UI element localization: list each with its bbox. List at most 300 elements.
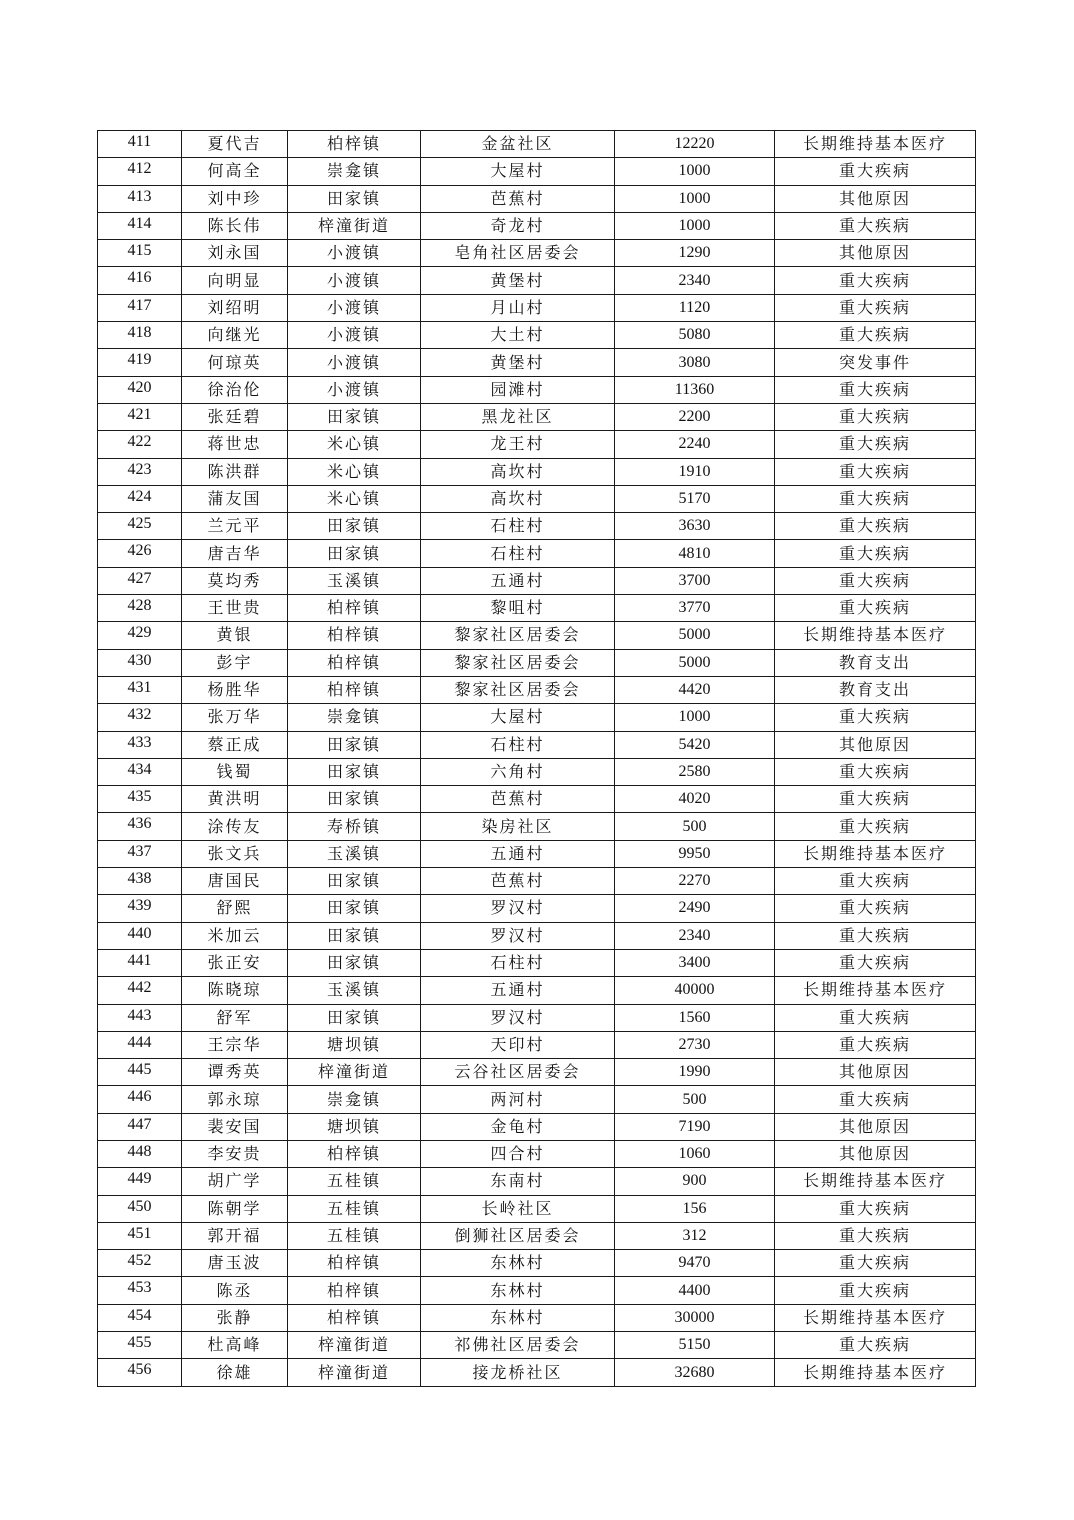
cell-town: 玉溪镇: [288, 840, 421, 867]
cell-town: 五桂镇: [288, 1222, 421, 1249]
cell-amount: 9950: [615, 840, 775, 867]
cell-person-name: 徐治伦: [182, 376, 288, 403]
cell-reason: 重大疾病: [775, 868, 976, 895]
cell-reason: 重大疾病: [775, 485, 976, 512]
cell-person-name: 彭宇: [182, 649, 288, 676]
cell-person-name: 李安贵: [182, 1140, 288, 1167]
table-row: [98, 977, 976, 1004]
cell-row-number: 424: [98, 485, 182, 512]
cell-village: 黎咀村: [421, 595, 615, 622]
cell-person-name: 莫均秀: [182, 567, 288, 594]
table-row: [98, 1277, 976, 1304]
cell-amount: 11360: [615, 376, 775, 403]
cell-amount: 5170: [615, 485, 775, 512]
cell-reason: 重大疾病: [775, 1086, 976, 1113]
table-row: [98, 1031, 976, 1058]
cell-amount: 3700: [615, 567, 775, 594]
cell-person-name: 米加云: [182, 922, 288, 949]
cell-reason: 重大疾病: [775, 1277, 976, 1304]
cell-amount: 5080: [615, 322, 775, 349]
table-row: [98, 786, 976, 813]
cell-amount: 3080: [615, 349, 775, 376]
cell-amount: 500: [615, 1086, 775, 1113]
cell-amount: 3400: [615, 949, 775, 976]
cell-village: 罗汉村: [421, 1004, 615, 1031]
table-row: [98, 1004, 976, 1031]
cell-person-name: 向明显: [182, 267, 288, 294]
cell-amount: 312: [615, 1222, 775, 1249]
cell-reason: 重大疾病: [775, 895, 976, 922]
cell-town: 小渡镇: [288, 376, 421, 403]
cell-row-number: 453: [98, 1277, 182, 1304]
cell-row-number: 430: [98, 649, 182, 676]
cell-amount: 156: [615, 1195, 775, 1222]
table-row: [98, 1140, 976, 1167]
table-row: [98, 840, 976, 867]
cell-village: 东南村: [421, 1168, 615, 1195]
cell-reason: 重大疾病: [775, 1195, 976, 1222]
cell-village: 金盆社区: [421, 131, 615, 158]
cell-village: 五通村: [421, 840, 615, 867]
cell-amount: 7190: [615, 1113, 775, 1140]
cell-person-name: 张静: [182, 1304, 288, 1331]
cell-row-number: 414: [98, 212, 182, 239]
cell-village: 芭蕉村: [421, 185, 615, 212]
cell-amount: 1910: [615, 458, 775, 485]
assistance-table: [97, 130, 976, 1387]
cell-amount: 30000: [615, 1304, 775, 1331]
cell-amount: 4400: [615, 1277, 775, 1304]
cell-person-name: 兰元平: [182, 513, 288, 540]
cell-row-number: 436: [98, 813, 182, 840]
cell-town: 崇龛镇: [288, 1086, 421, 1113]
cell-amount: 500: [615, 813, 775, 840]
cell-village: 芭蕉村: [421, 868, 615, 895]
cell-village: 石柱村: [421, 540, 615, 567]
table-row: [98, 676, 976, 703]
cell-person-name: 刘绍明: [182, 294, 288, 321]
cell-row-number: 452: [98, 1250, 182, 1277]
cell-town: 田家镇: [288, 513, 421, 540]
table-row: [98, 649, 976, 676]
table-row: [98, 1113, 976, 1140]
cell-amount: 40000: [615, 977, 775, 1004]
table-row: [98, 595, 976, 622]
cell-person-name: 王世贵: [182, 595, 288, 622]
cell-reason: 重大疾病: [775, 294, 976, 321]
table-row: [98, 1250, 976, 1277]
table-row: [98, 185, 976, 212]
cell-village: 云谷社区居委会: [421, 1059, 615, 1086]
cell-village: 龙王村: [421, 431, 615, 458]
table-row: [98, 704, 976, 731]
cell-amount: 2730: [615, 1031, 775, 1058]
cell-reason: 长期维持基本医疗: [775, 1304, 976, 1331]
cell-person-name: 蒋世忠: [182, 431, 288, 458]
cell-person-name: 杜高峰: [182, 1332, 288, 1359]
cell-person-name: 黄洪明: [182, 786, 288, 813]
cell-town: 小渡镇: [288, 294, 421, 321]
cell-row-number: 448: [98, 1140, 182, 1167]
table-row: [98, 158, 976, 185]
cell-town: 柏梓镇: [288, 1277, 421, 1304]
table-row: [98, 431, 976, 458]
cell-town: 崇龛镇: [288, 158, 421, 185]
cell-amount: 32680: [615, 1359, 775, 1386]
cell-amount: 1000: [615, 704, 775, 731]
cell-reason: 长期维持基本医疗: [775, 840, 976, 867]
cell-reason: 其他原因: [775, 731, 976, 758]
cell-row-number: 413: [98, 185, 182, 212]
cell-reason: 重大疾病: [775, 922, 976, 949]
cell-amount: 1120: [615, 294, 775, 321]
cell-village: 黄堡村: [421, 267, 615, 294]
cell-village: 奇龙村: [421, 212, 615, 239]
cell-town: 柏梓镇: [288, 622, 421, 649]
cell-village: 五通村: [421, 567, 615, 594]
cell-town: 米心镇: [288, 458, 421, 485]
table-row: [98, 349, 976, 376]
table-row: [98, 513, 976, 540]
cell-person-name: 王宗华: [182, 1031, 288, 1058]
cell-person-name: 唐国民: [182, 868, 288, 895]
cell-reason: 重大疾病: [775, 267, 976, 294]
cell-amount: 2240: [615, 431, 775, 458]
cell-reason: 重大疾病: [775, 786, 976, 813]
cell-reason: 长期维持基本医疗: [775, 1359, 976, 1386]
cell-village: 石柱村: [421, 731, 615, 758]
cell-amount: 2340: [615, 922, 775, 949]
cell-row-number: 444: [98, 1031, 182, 1058]
cell-amount: 1060: [615, 1140, 775, 1167]
cell-reason: 其他原因: [775, 1113, 976, 1140]
cell-reason: 其他原因: [775, 1059, 976, 1086]
cell-row-number: 415: [98, 240, 182, 267]
cell-amount: 1290: [615, 240, 775, 267]
cell-row-number: 443: [98, 1004, 182, 1031]
cell-reason: 长期维持基本医疗: [775, 622, 976, 649]
cell-person-name: 谭秀英: [182, 1059, 288, 1086]
cell-person-name: 唐吉华: [182, 540, 288, 567]
cell-person-name: 何高全: [182, 158, 288, 185]
table-row: [98, 240, 976, 267]
cell-town: 柏梓镇: [288, 649, 421, 676]
cell-village: 两河村: [421, 1086, 615, 1113]
cell-reason: 重大疾病: [775, 1250, 976, 1277]
cell-town: 小渡镇: [288, 322, 421, 349]
cell-village: 大土村: [421, 322, 615, 349]
cell-reason: 重大疾病: [775, 949, 976, 976]
cell-row-number: 423: [98, 458, 182, 485]
cell-amount: 5000: [615, 649, 775, 676]
cell-person-name: 向继光: [182, 322, 288, 349]
cell-town: 塘坝镇: [288, 1031, 421, 1058]
cell-town: 田家镇: [288, 758, 421, 785]
table-row: [98, 1222, 976, 1249]
cell-person-name: 蒲友国: [182, 485, 288, 512]
cell-person-name: 钱蜀: [182, 758, 288, 785]
cell-row-number: 411: [98, 131, 182, 158]
cell-row-number: 451: [98, 1222, 182, 1249]
cell-village: 芭蕉村: [421, 786, 615, 813]
cell-village: 石柱村: [421, 513, 615, 540]
cell-row-number: 427: [98, 567, 182, 594]
cell-amount: 2340: [615, 267, 775, 294]
cell-person-name: 陈晓琼: [182, 977, 288, 1004]
cell-person-name: 舒军: [182, 1004, 288, 1031]
table-row: [98, 895, 976, 922]
cell-person-name: 张万华: [182, 704, 288, 731]
table-row: [98, 540, 976, 567]
cell-reason: 重大疾病: [775, 513, 976, 540]
cell-amount: 5420: [615, 731, 775, 758]
cell-reason: 重大疾病: [775, 376, 976, 403]
cell-town: 田家镇: [288, 731, 421, 758]
cell-reason: 长期维持基本医疗: [775, 131, 976, 158]
cell-village: 六角村: [421, 758, 615, 785]
cell-village: 染房社区: [421, 813, 615, 840]
cell-reason: 重大疾病: [775, 758, 976, 785]
cell-town: 五桂镇: [288, 1195, 421, 1222]
cell-village: 石柱村: [421, 949, 615, 976]
table-row: [98, 813, 976, 840]
cell-person-name: 陈洪群: [182, 458, 288, 485]
table-row: [98, 267, 976, 294]
cell-person-name: 杨胜华: [182, 676, 288, 703]
cell-village: 大屋村: [421, 704, 615, 731]
cell-reason: 重大疾病: [775, 540, 976, 567]
cell-town: 玉溪镇: [288, 567, 421, 594]
cell-reason: 教育支出: [775, 649, 976, 676]
cell-row-number: 445: [98, 1059, 182, 1086]
cell-town: 田家镇: [288, 922, 421, 949]
cell-amount: 3630: [615, 513, 775, 540]
cell-amount: 2490: [615, 895, 775, 922]
cell-village: 大屋村: [421, 158, 615, 185]
table-row: [98, 1168, 976, 1195]
table-row: [98, 922, 976, 949]
cell-town: 米心镇: [288, 485, 421, 512]
cell-row-number: 421: [98, 403, 182, 430]
cell-reason: 其他原因: [775, 240, 976, 267]
cell-town: 梓潼街道: [288, 1332, 421, 1359]
cell-row-number: 428: [98, 595, 182, 622]
cell-town: 田家镇: [288, 1004, 421, 1031]
cell-village: 高坎村: [421, 485, 615, 512]
cell-row-number: 417: [98, 294, 182, 321]
cell-row-number: 435: [98, 786, 182, 813]
cell-person-name: 唐玉波: [182, 1250, 288, 1277]
cell-reason: 重大疾病: [775, 403, 976, 430]
cell-amount: 1000: [615, 185, 775, 212]
table-row: [98, 868, 976, 895]
cell-village: 黎家社区居委会: [421, 649, 615, 676]
cell-town: 梓潼街道: [288, 212, 421, 239]
cell-village: 东林村: [421, 1277, 615, 1304]
cell-town: 塘坝镇: [288, 1113, 421, 1140]
cell-town: 柏梓镇: [288, 595, 421, 622]
table-row: [98, 731, 976, 758]
table-body: [98, 131, 976, 1387]
cell-amount: 1990: [615, 1059, 775, 1086]
cell-village: 罗汉村: [421, 895, 615, 922]
cell-person-name: 郭开福: [182, 1222, 288, 1249]
cell-amount: 1560: [615, 1004, 775, 1031]
cell-row-number: 446: [98, 1086, 182, 1113]
cell-row-number: 426: [98, 540, 182, 567]
cell-town: 五桂镇: [288, 1168, 421, 1195]
cell-row-number: 412: [98, 158, 182, 185]
cell-village: 接龙桥社区: [421, 1359, 615, 1386]
cell-person-name: 张文兵: [182, 840, 288, 867]
cell-row-number: 419: [98, 349, 182, 376]
table-row: [98, 1304, 976, 1331]
cell-row-number: 416: [98, 267, 182, 294]
cell-reason: 重大疾病: [775, 1004, 976, 1031]
cell-village: 月山村: [421, 294, 615, 321]
cell-town: 柏梓镇: [288, 676, 421, 703]
cell-town: 小渡镇: [288, 349, 421, 376]
table-row: [98, 1195, 976, 1222]
cell-reason: 重大疾病: [775, 1222, 976, 1249]
table-row: [98, 322, 976, 349]
cell-town: 崇龛镇: [288, 704, 421, 731]
cell-reason: 其他原因: [775, 185, 976, 212]
cell-person-name: 何琼英: [182, 349, 288, 376]
cell-town: 田家镇: [288, 403, 421, 430]
cell-row-number: 434: [98, 758, 182, 785]
cell-town: 米心镇: [288, 431, 421, 458]
table-row: [98, 1086, 976, 1113]
cell-person-name: 陈长伟: [182, 212, 288, 239]
table-row: [98, 1059, 976, 1086]
cell-reason: 其他原因: [775, 1140, 976, 1167]
cell-reason: 重大疾病: [775, 431, 976, 458]
cell-village: 天印村: [421, 1031, 615, 1058]
cell-village: 黎家社区居委会: [421, 676, 615, 703]
cell-person-name: 胡广学: [182, 1168, 288, 1195]
cell-amount: 4420: [615, 676, 775, 703]
cell-reason: 重大疾病: [775, 158, 976, 185]
cell-town: 田家镇: [288, 868, 421, 895]
cell-row-number: 450: [98, 1195, 182, 1222]
cell-village: 长岭社区: [421, 1195, 615, 1222]
cell-reason: 重大疾病: [775, 1031, 976, 1058]
cell-reason: 重大疾病: [775, 567, 976, 594]
cell-row-number: 425: [98, 513, 182, 540]
cell-reason: 重大疾病: [775, 813, 976, 840]
cell-row-number: 439: [98, 895, 182, 922]
cell-person-name: 刘永国: [182, 240, 288, 267]
cell-row-number: 429: [98, 622, 182, 649]
cell-amount: 2580: [615, 758, 775, 785]
cell-village: 东林村: [421, 1304, 615, 1331]
cell-row-number: 442: [98, 977, 182, 1004]
cell-amount: 5000: [615, 622, 775, 649]
cell-row-number: 420: [98, 376, 182, 403]
cell-reason: 重大疾病: [775, 322, 976, 349]
cell-reason: 突发事件: [775, 349, 976, 376]
cell-row-number: 422: [98, 431, 182, 458]
table-row: [98, 622, 976, 649]
cell-town: 寿桥镇: [288, 813, 421, 840]
cell-village: 东林村: [421, 1250, 615, 1277]
table-row: [98, 485, 976, 512]
cell-person-name: 蔡正成: [182, 731, 288, 758]
cell-amount: 4020: [615, 786, 775, 813]
table-row: [98, 212, 976, 239]
table-row: [98, 1359, 976, 1386]
cell-town: 小渡镇: [288, 240, 421, 267]
cell-amount: 3770: [615, 595, 775, 622]
cell-reason: 重大疾病: [775, 704, 976, 731]
cell-reason: 教育支出: [775, 676, 976, 703]
cell-row-number: 433: [98, 731, 182, 758]
cell-person-name: 郭永琼: [182, 1086, 288, 1113]
cell-person-name: 舒熙: [182, 895, 288, 922]
cell-row-number: 418: [98, 322, 182, 349]
cell-amount: 1000: [615, 158, 775, 185]
cell-town: 田家镇: [288, 949, 421, 976]
cell-village: 黄堡村: [421, 349, 615, 376]
cell-town: 田家镇: [288, 185, 421, 212]
cell-reason: 长期维持基本医疗: [775, 977, 976, 1004]
cell-town: 玉溪镇: [288, 977, 421, 1004]
cell-amount: 9470: [615, 1250, 775, 1277]
cell-village: 罗汉村: [421, 922, 615, 949]
cell-person-name: 刘中珍: [182, 185, 288, 212]
cell-row-number: 454: [98, 1304, 182, 1331]
cell-town: 田家镇: [288, 786, 421, 813]
cell-person-name: 张廷碧: [182, 403, 288, 430]
cell-person-name: 陈朝学: [182, 1195, 288, 1222]
cell-village: 皂角社区居委会: [421, 240, 615, 267]
cell-town: 田家镇: [288, 540, 421, 567]
cell-amount: 1000: [615, 212, 775, 239]
cell-reason: 重大疾病: [775, 458, 976, 485]
table-row: [98, 758, 976, 785]
cell-reason: 长期维持基本医疗: [775, 1168, 976, 1195]
cell-person-name: 夏代吉: [182, 131, 288, 158]
cell-row-number: 447: [98, 1113, 182, 1140]
table-row: [98, 1332, 976, 1359]
cell-village: 黎家社区居委会: [421, 622, 615, 649]
cell-row-number: 438: [98, 868, 182, 895]
cell-amount: 2270: [615, 868, 775, 895]
cell-town: 田家镇: [288, 895, 421, 922]
cell-town: 梓潼街道: [288, 1359, 421, 1386]
cell-village: 黑龙社区: [421, 403, 615, 430]
cell-village: 祁佛社区居委会: [421, 1332, 615, 1359]
cell-row-number: 440: [98, 922, 182, 949]
cell-person-name: 陈丞: [182, 1277, 288, 1304]
cell-village: 五通村: [421, 977, 615, 1004]
table-row: [98, 403, 976, 430]
cell-village: 高坎村: [421, 458, 615, 485]
cell-row-number: 455: [98, 1332, 182, 1359]
cell-town: 小渡镇: [288, 267, 421, 294]
cell-town: 柏梓镇: [288, 1304, 421, 1331]
table-row: [98, 376, 976, 403]
table-row: [98, 294, 976, 321]
cell-village: 园滩村: [421, 376, 615, 403]
cell-person-name: 裴安国: [182, 1113, 288, 1140]
cell-town: 梓潼街道: [288, 1059, 421, 1086]
cell-village: 倒狮社区居委会: [421, 1222, 615, 1249]
cell-person-name: 徐雄: [182, 1359, 288, 1386]
cell-row-number: 456: [98, 1359, 182, 1386]
cell-reason: 重大疾病: [775, 1332, 976, 1359]
